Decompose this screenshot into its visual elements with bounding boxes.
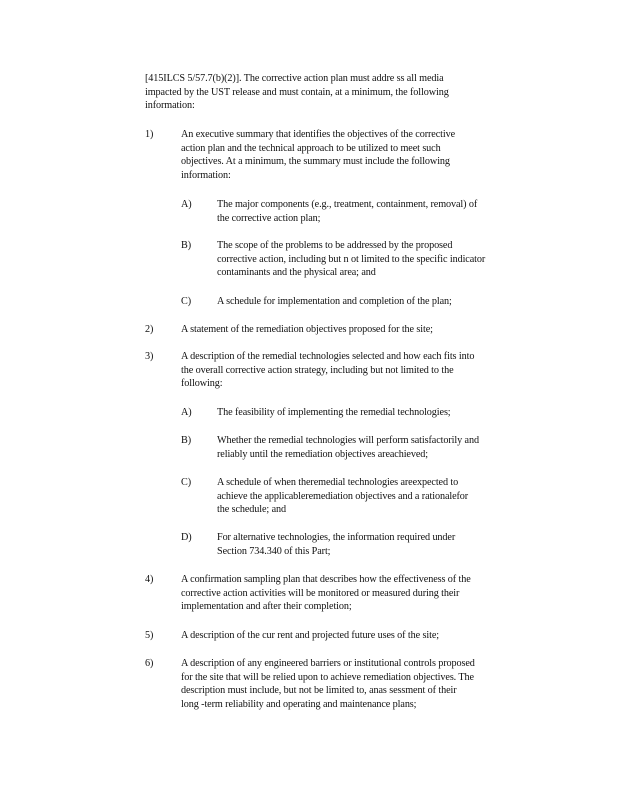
text-line: A description of the remedial technologies selected and how each fits into — [181, 351, 475, 362]
text-line: implementation and after their completion; — [181, 601, 352, 613]
text-line: contaminants and the physical area; and — [217, 267, 376, 279]
item-number: 1) — [145, 129, 154, 140]
text-line: for the site that will be relied upon to achieve remediation objectives. The — [181, 671, 474, 683]
item-3a-text — [217, 406, 517, 420]
text-line: For alternative technologies, the information required under — [217, 532, 456, 543]
text-line: A description of any engineered barriers or institutional controls proposed — [181, 658, 475, 669]
text-line: The major components (e.g., treatment, containment, removal) of — [217, 199, 478, 210]
sub-item-letter: C) — [181, 477, 191, 488]
item-1b-text — [217, 239, 533, 280]
item-1a-text — [217, 198, 533, 225]
item-number: 6) — [145, 658, 154, 669]
text-line: long -term reliability and operating and maintenance plans; — [181, 698, 417, 710]
text-line: A confirmation sampling plan that describes how the effectiveness of the — [181, 574, 471, 585]
sub-item-letter: D) — [181, 532, 192, 543]
text-line: The scope of the problems to be addressed by the proposed — [217, 240, 453, 251]
sub-item-letter: A) — [181, 407, 192, 418]
item-3-text — [181, 350, 537, 391]
item-4-text — [181, 573, 537, 614]
text-line: the corrective action plan; — [217, 212, 321, 224]
text-line: objectives. At a minimum, the summary must include the following — [181, 156, 450, 168]
text-line: information: — [145, 100, 195, 112]
text-line: the schedule; and — [217, 504, 287, 516]
sub-item-letter: C) — [181, 296, 191, 307]
text-line: corrective action, including but n ot limited to the specific indicator — [217, 253, 486, 265]
text-line: Section 734.340 of this Part; — [217, 545, 331, 557]
sub-item-letter: A) — [181, 199, 192, 210]
intro-paragraph — [145, 72, 507, 113]
text-line: reliably until the remediation objectives areachieved; — [217, 448, 428, 460]
text-line: achieve the applicableremediation objectives and a rationalefor — [217, 490, 469, 502]
item-1-text — [181, 128, 511, 182]
text-line: A description of the cur rent and projected future uses of the site; — [181, 630, 439, 641]
item-number: 4) — [145, 574, 154, 585]
item-3b-text — [217, 434, 533, 461]
text-line: A schedule of when theremedial technologies areexpected to — [217, 477, 459, 488]
text-line: corrective action activities will be monitored or measured during their — [181, 587, 460, 599]
text-line: A statement of the remediation objectives proposed for the site; — [181, 324, 433, 335]
item-3c-text — [217, 476, 517, 517]
sub-item-letter: B) — [181, 435, 191, 446]
item-6-text — [181, 657, 541, 711]
text-line: impacted by the UST release and must contain, at a minimum, the following — [145, 86, 449, 98]
text-line: [415ILCS 5/57.7(b)(2)]. The corrective action plan must addre ss all media — [145, 73, 444, 84]
text-line: An executive summary that identifies the objectives of the corrective — [181, 129, 456, 140]
sub-item-letter: B) — [181, 240, 191, 251]
item-5-text — [181, 629, 511, 643]
text-line: following: — [181, 378, 223, 390]
text-line: A schedule for implementation and completion of the plan; — [217, 296, 452, 307]
item-2-text — [181, 323, 511, 337]
text-line: the overall corrective action strategy, including but not limited to the — [181, 364, 454, 376]
text-line: The feasibility of implementing the remedial technologies; — [217, 407, 451, 418]
text-line: action plan and the technical approach to be utilized to meet such — [181, 142, 441, 154]
text-line: information: — [181, 169, 231, 181]
item-3d-text — [217, 531, 507, 558]
item-number: 5) — [145, 630, 154, 641]
item-number: 3) — [145, 351, 154, 362]
text-line: Whether the remedial technologies will perform satisfactorily and — [217, 435, 479, 446]
item-1c-text — [217, 295, 533, 309]
text-line: description must include, but not be limited to, anas sessment of their — [181, 685, 457, 697]
item-number: 2) — [145, 324, 154, 335]
